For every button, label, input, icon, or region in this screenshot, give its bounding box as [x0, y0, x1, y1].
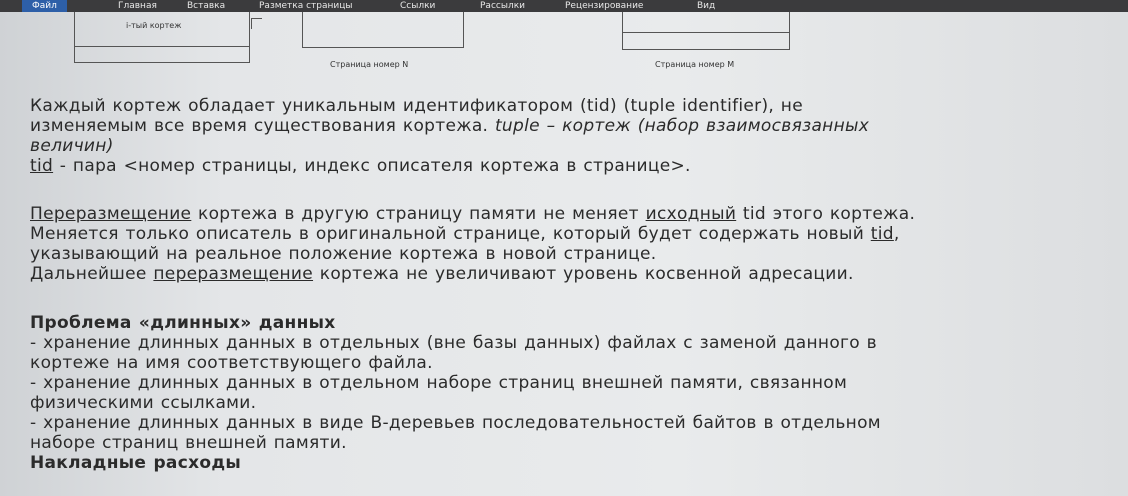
- paragraph-tid[interactable]: [30, 96, 1120, 176]
- text-line: - хранение длинных данных в отдельном наборе страниц внешней памяти, связанном: [30, 373, 848, 393]
- underlined-term: переразмещение: [153, 264, 314, 284]
- page-n-label: Страница номер N: [330, 60, 409, 69]
- document-page[interactable]: [0, 12, 1128, 496]
- tab-home[interactable]: Главная: [118, 1, 157, 11]
- tab-page-layout[interactable]: Разметка страницы: [259, 1, 353, 11]
- text-line: [30, 96, 1120, 116]
- text-fragment: tid этого кортежа.: [736, 204, 916, 224]
- tab-mailings[interactable]: Рассылки: [480, 1, 525, 11]
- text-line: наборе страниц внешней памяти.: [30, 433, 347, 453]
- text-line: [30, 224, 1120, 244]
- underlined-term: tid: [870, 224, 894, 244]
- text-line: - хранение длинных данных в отдельных (вне базы данных) файлах с заменой данного в: [30, 333, 877, 353]
- underlined-term: Переразмещение: [30, 204, 192, 224]
- text-line: [30, 136, 1120, 156]
- tuple-row-divider: [75, 46, 249, 47]
- paragraph-relocation[interactable]: [30, 204, 1120, 284]
- tab-file[interactable]: Файл: [22, 0, 67, 12]
- text-fragment: изменяемым все время существования кортежа.: [30, 116, 495, 136]
- underlined-term: исходный: [645, 204, 737, 224]
- text-line: кортеже на имя соответствующего файла.: [30, 353, 433, 373]
- page-box-m: [622, 12, 790, 50]
- text-line: физическими ссылками.: [30, 393, 257, 413]
- text-fragment: кортежа в другую страницу памяти не меняет: [191, 204, 646, 224]
- text-line: [30, 244, 1120, 264]
- tab-insert[interactable]: Вставка: [187, 1, 226, 11]
- text-line: [30, 204, 1120, 224]
- tuple-label: i-тый кортеж: [126, 21, 182, 30]
- text-fragment: Дальнейшее: [30, 264, 154, 284]
- tuple-row-divider: [623, 32, 789, 33]
- page-box-origin: [74, 12, 250, 63]
- italic-definition: величин): [30, 136, 114, 156]
- tab-references[interactable]: Ссылки: [400, 1, 436, 11]
- pointer-hook: [251, 18, 262, 29]
- text-fragment: указывающий на реальное положение кортежа в новой странице.: [30, 244, 657, 264]
- italic-definition: tuple – кортеж (набор взаимосвязанных: [494, 116, 870, 136]
- text-line: [30, 156, 1120, 176]
- text-fragment: - пара <номер страницы, индекс описателя кортежа в странице>.: [53, 156, 691, 176]
- text-fragment: кортежа не увеличивают уровень косвенной адресации.: [313, 264, 854, 284]
- text-line: [30, 116, 1120, 136]
- paragraph-long-data[interactable]: [30, 313, 1120, 473]
- text-fragment: Меняется только описатель в оригинальной странице, который будет содержать новый: [30, 224, 871, 244]
- ribbon-tab-bar: [0, 0, 1128, 12]
- section-heading: Проблема «длинных» данных: [30, 313, 336, 333]
- text-fragment: ,: [893, 224, 900, 244]
- tab-view[interactable]: Вид: [697, 1, 716, 11]
- underlined-term: tid: [30, 156, 54, 176]
- section-heading-overhead: Накладные расходы: [30, 453, 242, 473]
- page-diagram: [0, 12, 1128, 92]
- text-line: [30, 264, 1120, 284]
- tab-review[interactable]: Рецензирование: [565, 1, 644, 11]
- text-line: - хранение длинных данных в виде B-деревьев последовательностей байтов в отдельном: [30, 413, 881, 433]
- page-box-n: [302, 12, 464, 48]
- text-fragment: Каждый кортеж обладает уникальным идентификатором (tid) (tuple identifier), не: [30, 96, 803, 116]
- page-m-label: Страница номер M: [655, 60, 735, 69]
